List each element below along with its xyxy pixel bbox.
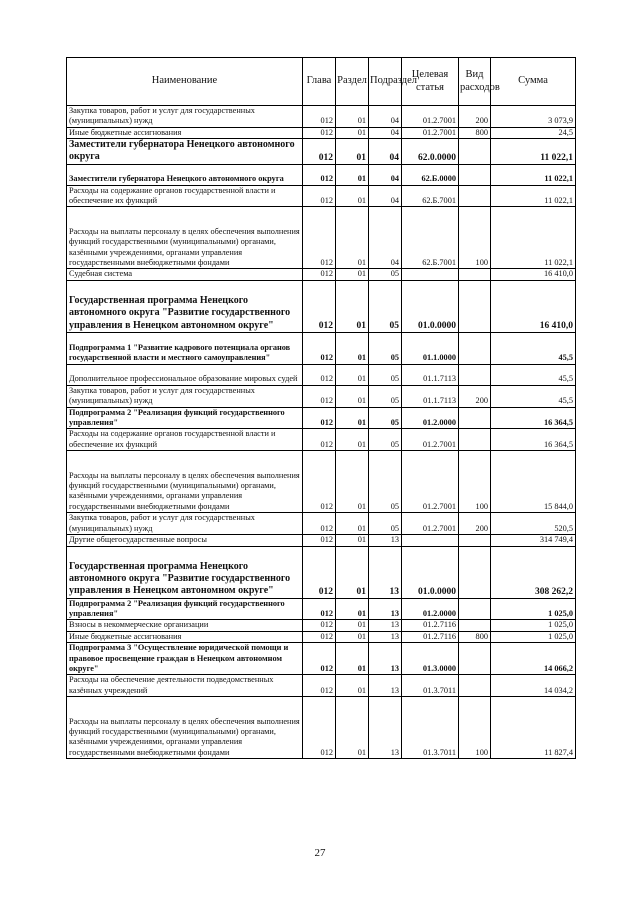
cell-sum: 1 025,0 — [491, 620, 576, 631]
cell-target: 01.2.7116 — [402, 631, 459, 642]
table-row — [67, 620, 576, 631]
cell-target: 01.3.0000 — [402, 643, 459, 675]
cell-vid — [459, 407, 491, 429]
cell-target: 01.0.0000 — [402, 546, 459, 598]
cell-vid: 100 — [459, 207, 491, 269]
cell-razdel: 01 — [336, 631, 369, 642]
cell-glava: 012 — [303, 280, 336, 332]
cell-target: 01.2.7001 — [402, 513, 459, 535]
cell-vid — [459, 139, 491, 164]
page-number: 27 — [314, 847, 326, 859]
cell-target: 01.2.7001 — [402, 127, 459, 138]
cell-glava: 012 — [303, 364, 336, 385]
cell-vid — [459, 280, 491, 332]
cell-target: 01.2.0000 — [402, 407, 459, 429]
table-row — [67, 280, 576, 332]
table-row — [67, 269, 576, 280]
cell-podrazdel: 04 — [369, 139, 402, 164]
cell-glava: 012 — [303, 631, 336, 642]
cell-podrazdel: 05 — [369, 429, 402, 451]
cell-vid — [459, 185, 491, 207]
cell-name: Заместители губернатора Ненецкого автономного округа — [67, 139, 303, 164]
cell-podrazdel: 05 — [369, 385, 402, 407]
cell-name: Расходы на содержание органов государственной власти и обеспечение их функций — [67, 429, 303, 451]
cell-vid — [459, 269, 491, 280]
cell-podrazdel: 13 — [369, 675, 402, 697]
cell-target: 62.Б.7001 — [402, 185, 459, 207]
cell-glava: 012 — [303, 269, 336, 280]
cell-podrazdel: 04 — [369, 207, 402, 269]
cell-name: Расходы на выплаты персоналу в целях обеспечения выполнения функций государственными (муниципальными) органами, казёнными учреждениями, органами управления государственными внебюджетными фондами — [67, 207, 303, 269]
cell-podrazdel: 13 — [369, 535, 402, 546]
cell-vid: 200 — [459, 106, 491, 128]
header-glava: Глава — [303, 58, 336, 106]
cell-name: Закупка товаров, работ и услуг для государственных (муниципальных) нужд — [67, 385, 303, 407]
cell-glava: 012 — [303, 127, 336, 138]
cell-name: Расходы на выплаты персоналу в целях обеспечения выполнения функций государственными (муниципальными) органами, казёнными учреждениями, органами управления государственными внебюджетными фондами — [67, 697, 303, 759]
cell-razdel: 01 — [336, 429, 369, 451]
cell-sum: 45,5 — [491, 332, 576, 364]
cell-name: Закупка товаров, работ и услуг для государственных (муниципальных) нужд — [67, 513, 303, 535]
cell-name: Заместители губернатора Ненецкого автономного округа — [67, 164, 303, 185]
cell-glava: 012 — [303, 164, 336, 185]
cell-razdel: 01 — [336, 675, 369, 697]
cell-vid — [459, 675, 491, 697]
cell-vid: 100 — [459, 697, 491, 759]
cell-glava: 012 — [303, 106, 336, 128]
cell-target: 01.2.0000 — [402, 598, 459, 620]
cell-sum: 11 022,1 — [491, 164, 576, 185]
cell-name: Подпрограмма 2 "Реализация функций государственного управления" — [67, 407, 303, 429]
cell-razdel: 01 — [336, 139, 369, 164]
budget-table — [66, 57, 576, 759]
cell-razdel: 01 — [336, 598, 369, 620]
cell-target: 62.0.0000 — [402, 139, 459, 164]
cell-sum: 314 749,4 — [491, 535, 576, 546]
table-row — [67, 364, 576, 385]
cell-name: Другие общегосударственные вопросы — [67, 535, 303, 546]
table-row — [67, 598, 576, 620]
cell-sum: 1 025,0 — [491, 631, 576, 642]
cell-name: Расходы на выплаты персоналу в целях обеспечения выполнения функций государственными (муниципальными) органами, казёнными учреждениями, органами управления государственными внебюджетными фондами — [67, 451, 303, 513]
cell-sum: 16 410,0 — [491, 280, 576, 332]
cell-target: 62.Б.0000 — [402, 164, 459, 185]
cell-podrazdel: 05 — [369, 407, 402, 429]
cell-target: 01.1.0000 — [402, 332, 459, 364]
cell-podrazdel: 05 — [369, 280, 402, 332]
table-row — [67, 535, 576, 546]
cell-glava: 012 — [303, 407, 336, 429]
cell-podrazdel: 05 — [369, 332, 402, 364]
cell-name: Иные бюджетные ассигнования — [67, 631, 303, 642]
cell-razdel: 01 — [336, 207, 369, 269]
table-row — [67, 513, 576, 535]
cell-glava: 012 — [303, 513, 336, 535]
cell-glava: 012 — [303, 535, 336, 546]
cell-vid — [459, 364, 491, 385]
cell-vid — [459, 546, 491, 598]
cell-sum: 15 844,0 — [491, 451, 576, 513]
table-row — [67, 207, 576, 269]
table-row — [67, 139, 576, 164]
table-row — [67, 643, 576, 675]
cell-sum: 14 034,2 — [491, 675, 576, 697]
cell-name: Иные бюджетные ассигнования — [67, 127, 303, 138]
cell-glava: 012 — [303, 139, 336, 164]
cell-sum: 11 022,1 — [491, 139, 576, 164]
cell-sum: 308 262,2 — [491, 546, 576, 598]
cell-target: 62.Б.7001 — [402, 207, 459, 269]
cell-name: Дополнительное профессиональное образование мировых судей — [67, 364, 303, 385]
table-row — [67, 106, 576, 128]
cell-podrazdel: 13 — [369, 643, 402, 675]
cell-glava: 012 — [303, 207, 336, 269]
cell-podrazdel: 04 — [369, 164, 402, 185]
cell-razdel: 01 — [336, 127, 369, 138]
table-row — [67, 546, 576, 598]
cell-vid — [459, 535, 491, 546]
cell-target: 01.3.7011 — [402, 697, 459, 759]
table-header-row — [67, 58, 576, 106]
cell-glava: 012 — [303, 546, 336, 598]
cell-name: Расходы на обеспечение деятельности подведомственных казённых учреждений — [67, 675, 303, 697]
table-row — [67, 407, 576, 429]
table-row — [67, 675, 576, 697]
cell-sum: 45,5 — [491, 385, 576, 407]
cell-glava: 012 — [303, 185, 336, 207]
table-row — [67, 332, 576, 364]
header-razdel: Раздел — [336, 58, 369, 106]
cell-vid: 200 — [459, 385, 491, 407]
cell-glava: 012 — [303, 675, 336, 697]
cell-sum: 16 364,5 — [491, 429, 576, 451]
cell-razdel: 01 — [336, 643, 369, 675]
cell-razdel: 01 — [336, 546, 369, 598]
cell-target: 01.2.7001 — [402, 451, 459, 513]
cell-name: Судебная система — [67, 269, 303, 280]
cell-sum: 520,5 — [491, 513, 576, 535]
cell-razdel: 01 — [336, 332, 369, 364]
cell-razdel: 01 — [336, 697, 369, 759]
cell-glava: 012 — [303, 451, 336, 513]
cell-glava: 012 — [303, 332, 336, 364]
table-row — [67, 451, 576, 513]
cell-razdel: 01 — [336, 535, 369, 546]
cell-glava: 012 — [303, 429, 336, 451]
cell-vid — [459, 598, 491, 620]
cell-podrazdel: 13 — [369, 631, 402, 642]
cell-vid — [459, 429, 491, 451]
table-row — [67, 185, 576, 207]
cell-glava: 012 — [303, 620, 336, 631]
cell-sum: 16 410,0 — [491, 269, 576, 280]
cell-name: Расходы на содержание органов государственной власти и обеспечение их функций — [67, 185, 303, 207]
header-vid: Вид расходов — [459, 58, 491, 106]
table-row — [67, 127, 576, 138]
cell-razdel: 01 — [336, 280, 369, 332]
table-body — [67, 106, 576, 759]
header-target: Целевая статья — [402, 58, 459, 106]
cell-target: 01.0.0000 — [402, 280, 459, 332]
table-row — [67, 631, 576, 642]
cell-vid: 200 — [459, 513, 491, 535]
cell-target: 01.1.7113 — [402, 364, 459, 385]
cell-name: Подпрограмма 1 "Развитие кадрового потенциала органов государственной власти и местного самоуправления" — [67, 332, 303, 364]
cell-podrazdel: 13 — [369, 546, 402, 598]
cell-sum: 14 066,2 — [491, 643, 576, 675]
cell-podrazdel: 13 — [369, 598, 402, 620]
cell-podrazdel: 13 — [369, 620, 402, 631]
cell-sum: 24,5 — [491, 127, 576, 138]
cell-vid — [459, 332, 491, 364]
cell-glava: 012 — [303, 598, 336, 620]
cell-sum: 1 025,0 — [491, 598, 576, 620]
table-row — [67, 429, 576, 451]
cell-vid — [459, 643, 491, 675]
cell-sum: 3 073,9 — [491, 106, 576, 128]
cell-glava: 012 — [303, 385, 336, 407]
cell-name: Взносы в некоммерческие организации — [67, 620, 303, 631]
cell-razdel: 01 — [336, 385, 369, 407]
cell-podrazdel: 05 — [369, 269, 402, 280]
cell-vid — [459, 164, 491, 185]
cell-razdel: 01 — [336, 106, 369, 128]
cell-target — [402, 535, 459, 546]
cell-target: 01.1.7113 — [402, 385, 459, 407]
cell-target: 01.2.7116 — [402, 620, 459, 631]
cell-vid: 800 — [459, 631, 491, 642]
cell-glava: 012 — [303, 643, 336, 675]
cell-podrazdel: 05 — [369, 364, 402, 385]
cell-vid: 100 — [459, 451, 491, 513]
cell-name: Подпрограмма 2 "Реализация функций государственного управления" — [67, 598, 303, 620]
cell-name: Государственная программа Ненецкого автономного округа "Развитие государственного управления в Ненецком автономном округе" — [67, 546, 303, 598]
cell-podrazdel: 04 — [369, 185, 402, 207]
cell-sum: 45,5 — [491, 364, 576, 385]
table-row — [67, 164, 576, 185]
cell-razdel: 01 — [336, 164, 369, 185]
cell-sum: 16 364,5 — [491, 407, 576, 429]
cell-vid: 800 — [459, 127, 491, 138]
cell-razdel: 01 — [336, 269, 369, 280]
cell-glava: 012 — [303, 697, 336, 759]
cell-razdel: 01 — [336, 407, 369, 429]
cell-podrazdel: 04 — [369, 127, 402, 138]
cell-podrazdel: 05 — [369, 451, 402, 513]
cell-name: Закупка товаров, работ и услуг для государственных (муниципальных) нужд — [67, 106, 303, 128]
cell-sum: 11 022,1 — [491, 207, 576, 269]
table-row — [67, 697, 576, 759]
cell-razdel: 01 — [336, 364, 369, 385]
cell-podrazdel: 04 — [369, 106, 402, 128]
cell-target — [402, 269, 459, 280]
cell-razdel: 01 — [336, 451, 369, 513]
cell-razdel: 01 — [336, 513, 369, 535]
cell-name: Подпрограмма 3 "Осуществление юридической помощи и правовое просвещение граждан в Ненецком автономном округе" — [67, 643, 303, 675]
cell-sum: 11 022,1 — [491, 185, 576, 207]
cell-podrazdel: 13 — [369, 697, 402, 759]
cell-razdel: 01 — [336, 620, 369, 631]
cell-vid — [459, 620, 491, 631]
cell-target: 01.2.7001 — [402, 429, 459, 451]
cell-target: 01.3.7011 — [402, 675, 459, 697]
header-name: Наименование — [67, 58, 303, 106]
cell-sum: 11 827,4 — [491, 697, 576, 759]
cell-podrazdel: 05 — [369, 513, 402, 535]
cell-target: 01.2.7001 — [402, 106, 459, 128]
cell-name: Государственная программа Ненецкого автономного округа "Развитие государственного управления в Ненецком автономном округе" — [67, 280, 303, 332]
cell-razdel: 01 — [336, 185, 369, 207]
table-row — [67, 385, 576, 407]
header-podrazdel: Подраздел — [369, 58, 402, 106]
header-sum: Сумма — [491, 58, 576, 106]
